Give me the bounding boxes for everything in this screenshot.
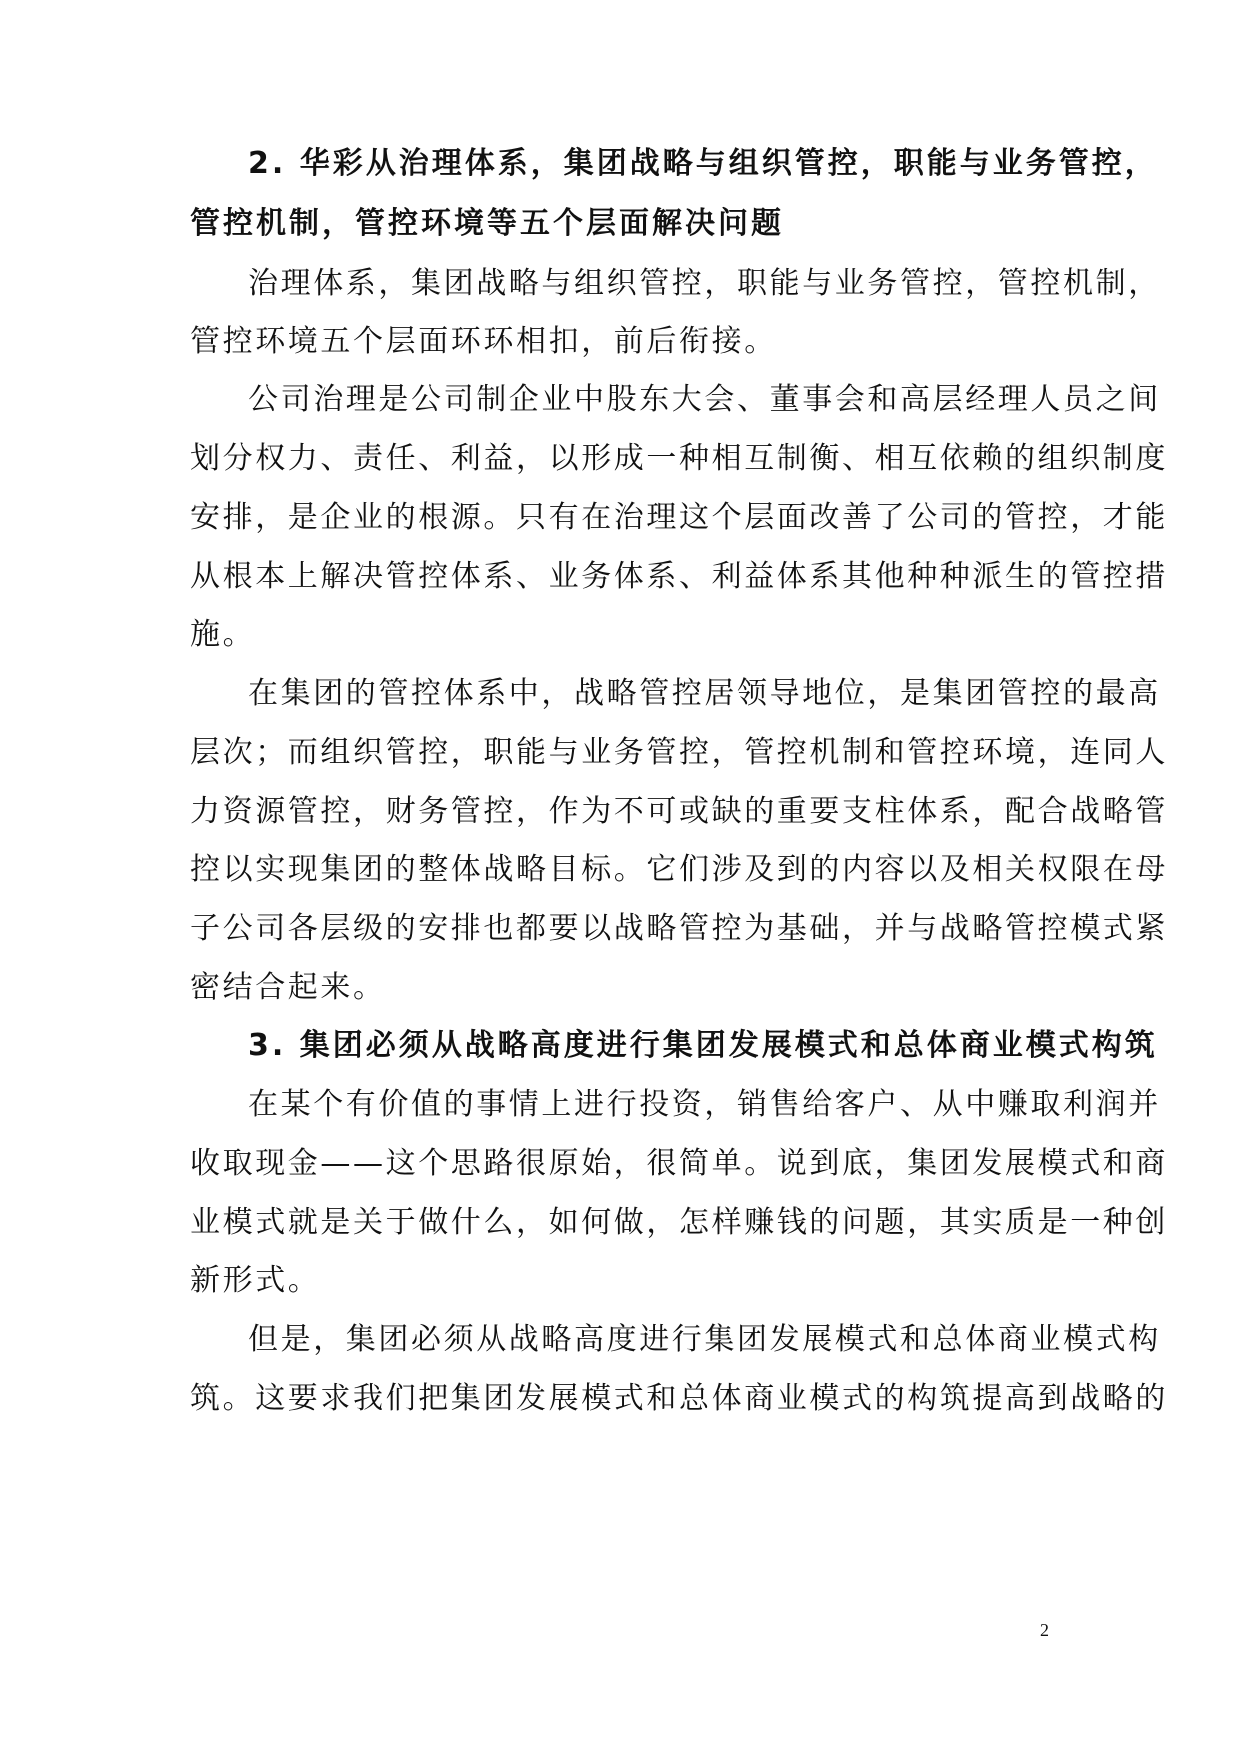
paragraph-2-line-4: 从根本上解决管控体系、业务体系、利益体系其他种种派生的管控措 <box>190 559 1168 594</box>
page-number: 2 <box>1040 1620 1049 1640</box>
paragraph-2-line-5: 施。 <box>190 617 256 652</box>
paragraph-3-line-6: 密结合起来。 <box>190 970 386 1005</box>
paragraph-3-line-2: 层次；而组织管控，职能与业务管控，管控机制和管控环境，连同人 <box>190 735 1168 770</box>
paragraph-4-line-2: 收取现金——这个思路很原始，很简单。说到底，集团发展模式和商 <box>190 1146 1168 1181</box>
paragraph-3-line-5: 子公司各层级的安排也都要以战略管控为基础，并与战略管控模式紧 <box>190 911 1168 946</box>
paragraph-1-line-1: 治理体系，集团战略与组织管控，职能与业务管控，管控机制， <box>248 266 1161 301</box>
paragraph-2-line-2: 划分权力、责任、利益，以形成一种相互制衡、相互依赖的组织制度 <box>190 441 1168 476</box>
paragraph-5-line-1: 但是，集团必须从战略高度进行集团发展模式和总体商业模式构 <box>248 1322 1161 1357</box>
section-2-heading-line-2: 管控机制，管控环境等五个层面解决问题 <box>190 206 784 241</box>
paragraph-5-line-2: 筑。这要求我们把集团发展模式和总体商业模式的构筑提高到战略的 <box>190 1381 1168 1416</box>
paragraph-3-line-4: 控以实现集团的整体战略目标。它们涉及到的内容以及相关权限在母 <box>190 852 1168 887</box>
paragraph-2-line-3: 安排，是企业的根源。只有在治理这个层面改善了公司的管控，才能 <box>190 500 1168 535</box>
section-2-heading-line-1: 2. 华彩从治理体系，集团战略与组织管控，职能与业务管控， <box>248 146 1158 181</box>
section-3-heading: 3. 集团必须从战略高度进行集团发展模式和总体商业模式构筑 <box>248 1028 1158 1063</box>
paragraph-4-line-4: 新形式。 <box>190 1263 321 1298</box>
paragraph-2-line-1: 公司治理是公司制企业中股东大会、董事会和高层经理人员之间 <box>248 382 1161 417</box>
paragraph-3-line-1: 在集团的管控体系中，战略管控居领导地位，是集团管控的最高 <box>248 676 1161 711</box>
paragraph-3-line-3: 力资源管控，财务管控，作为不可或缺的重要支柱体系，配合战略管 <box>190 794 1168 829</box>
paragraph-1-line-2: 管控环境五个层面环环相扣，前后衔接。 <box>190 324 777 359</box>
paragraph-4-line-1: 在某个有价值的事情上进行投资，销售给客户、从中赚取利润并 <box>248 1087 1161 1122</box>
paragraph-4-line-3: 业模式就是关于做什么，如何做，怎样赚钱的问题，其实质是一种创 <box>190 1205 1168 1240</box>
